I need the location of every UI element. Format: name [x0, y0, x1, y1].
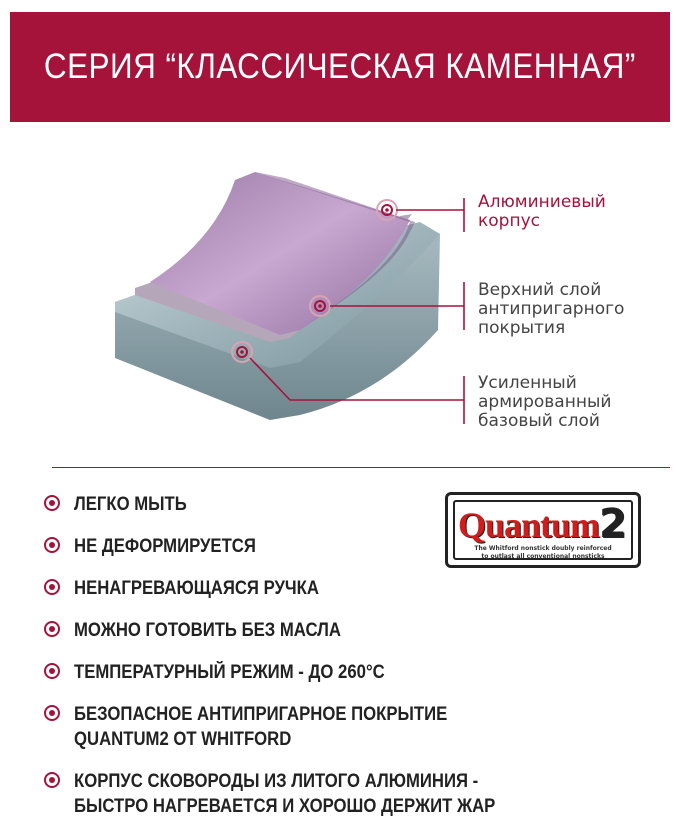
layer-label-aluminium	[478, 193, 606, 231]
logo-tagline: The Whitford nonstick doubly reinforced	[474, 545, 612, 552]
layer-label-line: антипригарного	[478, 299, 625, 319]
section-divider	[52, 467, 670, 468]
feature-item	[44, 660, 484, 685]
layer-label-line: Алюминиевый	[478, 192, 606, 212]
target-bullet-icon	[44, 495, 60, 511]
layer-label-line: корпус	[478, 211, 540, 231]
feature-item	[44, 618, 484, 643]
layer-label-line: Верхний слой	[478, 280, 602, 300]
feature-text: БЕЗОПАСНОЕ АНТИПРИГАРНОЕ ПОКРЫТИЕ	[74, 704, 448, 725]
feature-text: МОЖНО ГОТОВИТЬ БЕЗ МАСЛА	[74, 620, 341, 641]
layer-label-line: покрытия	[478, 318, 566, 338]
target-bullet-icon	[44, 705, 60, 721]
target-bullet-icon	[44, 537, 60, 553]
target-bullet-icon	[44, 621, 60, 637]
feature-text: НЕНАГРЕВАЮЩАЯСЯ РУЧКА	[74, 578, 319, 599]
logo-word: Quantum	[458, 505, 600, 545]
feature-item	[44, 702, 484, 752]
layer-label-line: базовый слой	[478, 411, 600, 431]
layer-diagram	[0, 130, 680, 460]
feature-text: ТЕМПЕРАТУРНЫЙ РЕЖИМ - ДО 260°С	[74, 662, 385, 683]
feature-item	[44, 576, 484, 601]
target-bullet-icon	[44, 663, 60, 679]
logo-tagline: to outlast all conventional nonsticks	[481, 553, 605, 560]
layer-label-top-coating	[478, 281, 624, 338]
feature-item	[44, 534, 484, 559]
feature-item	[44, 492, 484, 517]
feature-list	[44, 492, 496, 836]
quantum2-logo	[445, 492, 641, 568]
layer-label-line: Усиленный	[478, 373, 577, 393]
feature-text: ЛЕГКО МЫТЬ	[74, 494, 187, 515]
logo-number: 2	[599, 501, 626, 547]
target-bullet-icon	[44, 579, 60, 595]
feature-item	[44, 769, 496, 819]
layer-label-base	[478, 374, 611, 431]
feature-text: НЕ ДЕФОРМИРУЕТСЯ	[74, 536, 256, 557]
page-title: СЕРИЯ “КЛАССИЧЕСКАЯ КАМЕННАЯ”	[44, 47, 636, 86]
feature-text: КОРПУС СКОВОРОДЫ ИЗ ЛИТОГО АЛЮМИНИЯ -	[74, 771, 479, 792]
header-banner	[10, 12, 670, 122]
feature-text: БЫСТРО НАГРЕВАЕТСЯ И ХОРОШО ДЕРЖИТ ЖАР	[74, 796, 496, 817]
logo-wordmark	[458, 501, 626, 547]
layer-label-line: армированный	[478, 392, 612, 412]
feature-text: QUANTUM2 ОТ WHITFORD	[74, 729, 292, 750]
target-bullet-icon	[44, 772, 60, 788]
